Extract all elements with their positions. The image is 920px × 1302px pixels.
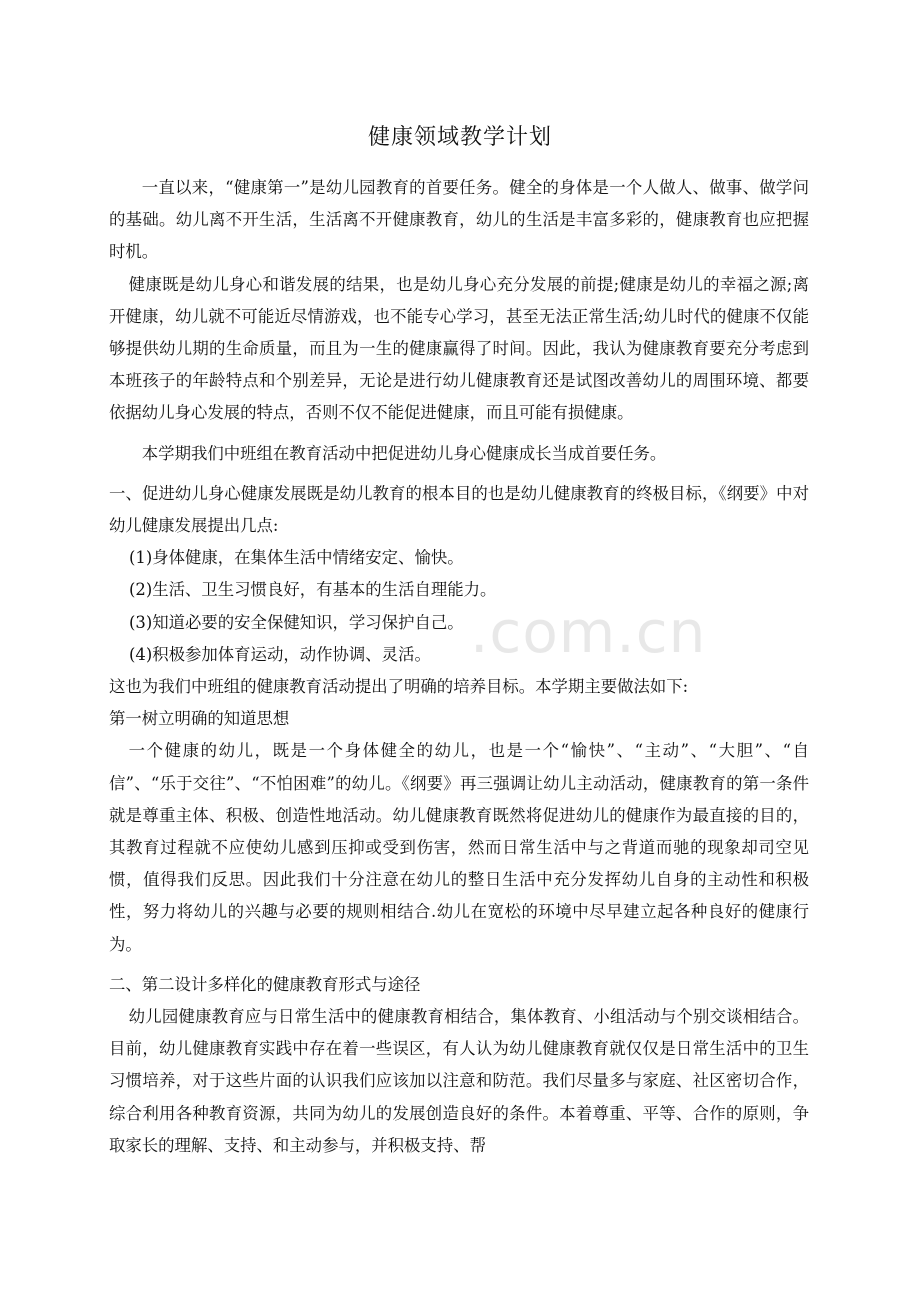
subheading-first: 第一树立明确的知道思想 <box>109 709 290 729</box>
section-heading-two: 二、第二设计多样化的健康教育形式与途径 <box>109 974 421 994</box>
paragraph-training-goal: 这也为我们中班组的健康教育活动提出了明确的培养目标。本学期主要做法如下: <box>109 677 689 697</box>
list-item-4: (4)积极参加体育运动，动作协调、灵活。 <box>129 644 431 664</box>
paragraph-intro: 一直以来，“健康第一”是幼儿园教育的首要任务。健全的身体是一个人做人、做事、做学问的基础。幼儿离不开生活，生活离不开健康教育，幼儿的生活是丰富多彩的，健康教育也应把握时机。 <box>109 178 809 262</box>
document-title: 健康领域教学计划 <box>367 125 552 150</box>
list-item-2: (2)生活、卫生习惯良好，有基本的生活自理能力。 <box>129 580 497 600</box>
paragraph-education-forms: 幼儿园健康教育应与日常生活中的健康教育相结合，集体教育、小组活动与个别交谈相结合。目前，幼儿健康教育实践中存在着一些误区，有人认为幼儿健康教育就仅仅是日常生活中的卫生习惯培养，对于这些片面的认识我们应该加以注意和防范。我们尽量多与家庭、社区密切合作，综合利用各种教育资源，共同为幼儿的发展创造良好的条件。本着尊重、平等、合作的原则，争取家长的理解、支持、和主动参与，并积极支持、帮 <box>109 1007 809 1155</box>
paragraph-healthy-child: 一个健康的幼儿，既是一个身体健全的幼儿，也是一个“愉快”、“主动”、“大胆”、“自信”、“乐于交往”、“不怕困难”的幼儿。《纲要》再三强调让幼儿主动活动，健康教育的第一条件就是尊重主体、积极、创造性地活动。幼儿健康教育既然将促进幼儿的健康作为最直接的目的，其教育过程就不应使幼儿感到压抑或受到伤害，然而日常生活中与之背道而驰的现象却司空见惯，值得我们反思。因此我们十分注意在幼儿的整日生活中充分发挥幼儿自身的主动性和积极性，努力将幼儿的兴趣与必要的规则相结合.幼儿在宽松的环境中尽早建立起各种良好的健康行为。 <box>109 741 809 954</box>
watermark-text: .com.cn <box>470 598 707 666</box>
list-item-3: (3)知道必要的安全保健知识，学习保护自己。 <box>129 612 464 632</box>
paragraph-health-foundation: 健康既是幼儿身心和谐发展的结果，也是幼儿身心充分发展的前提;健康是幼儿的幸福之源;离开健康，幼儿就不可能近尽情游戏，也不能专心学习，甚至无法正常生活;幼儿时代的健康不仅能够提供幼儿期的生命质量，而且为一生的健康赢得了时间。因此，我认为健康教育要充分考虑到本班孩子的年龄特点和个别差异，无论是进行幼儿健康教育还是试图改善幼儿的周围环境、都要依据幼儿身心发展的特点，否则不仅不能促进健康，而且可能有损健康。 <box>109 274 809 423</box>
document-body <box>109 172 809 1162</box>
section-heading-one: 一、促进幼儿身心健康发展既是幼儿教育的根本目的也是幼儿健康教育的终极目标，《纲要》中对幼儿健康发展提出几点: <box>109 483 809 536</box>
paragraph-semester-goal: 本学期我们中班组在教育活动中把促进幼儿身心健康成长当成首要任务。 <box>141 443 667 463</box>
list-item-1: (1)身体健康，在集体生活中情绪安定、愉快。 <box>129 548 464 568</box>
